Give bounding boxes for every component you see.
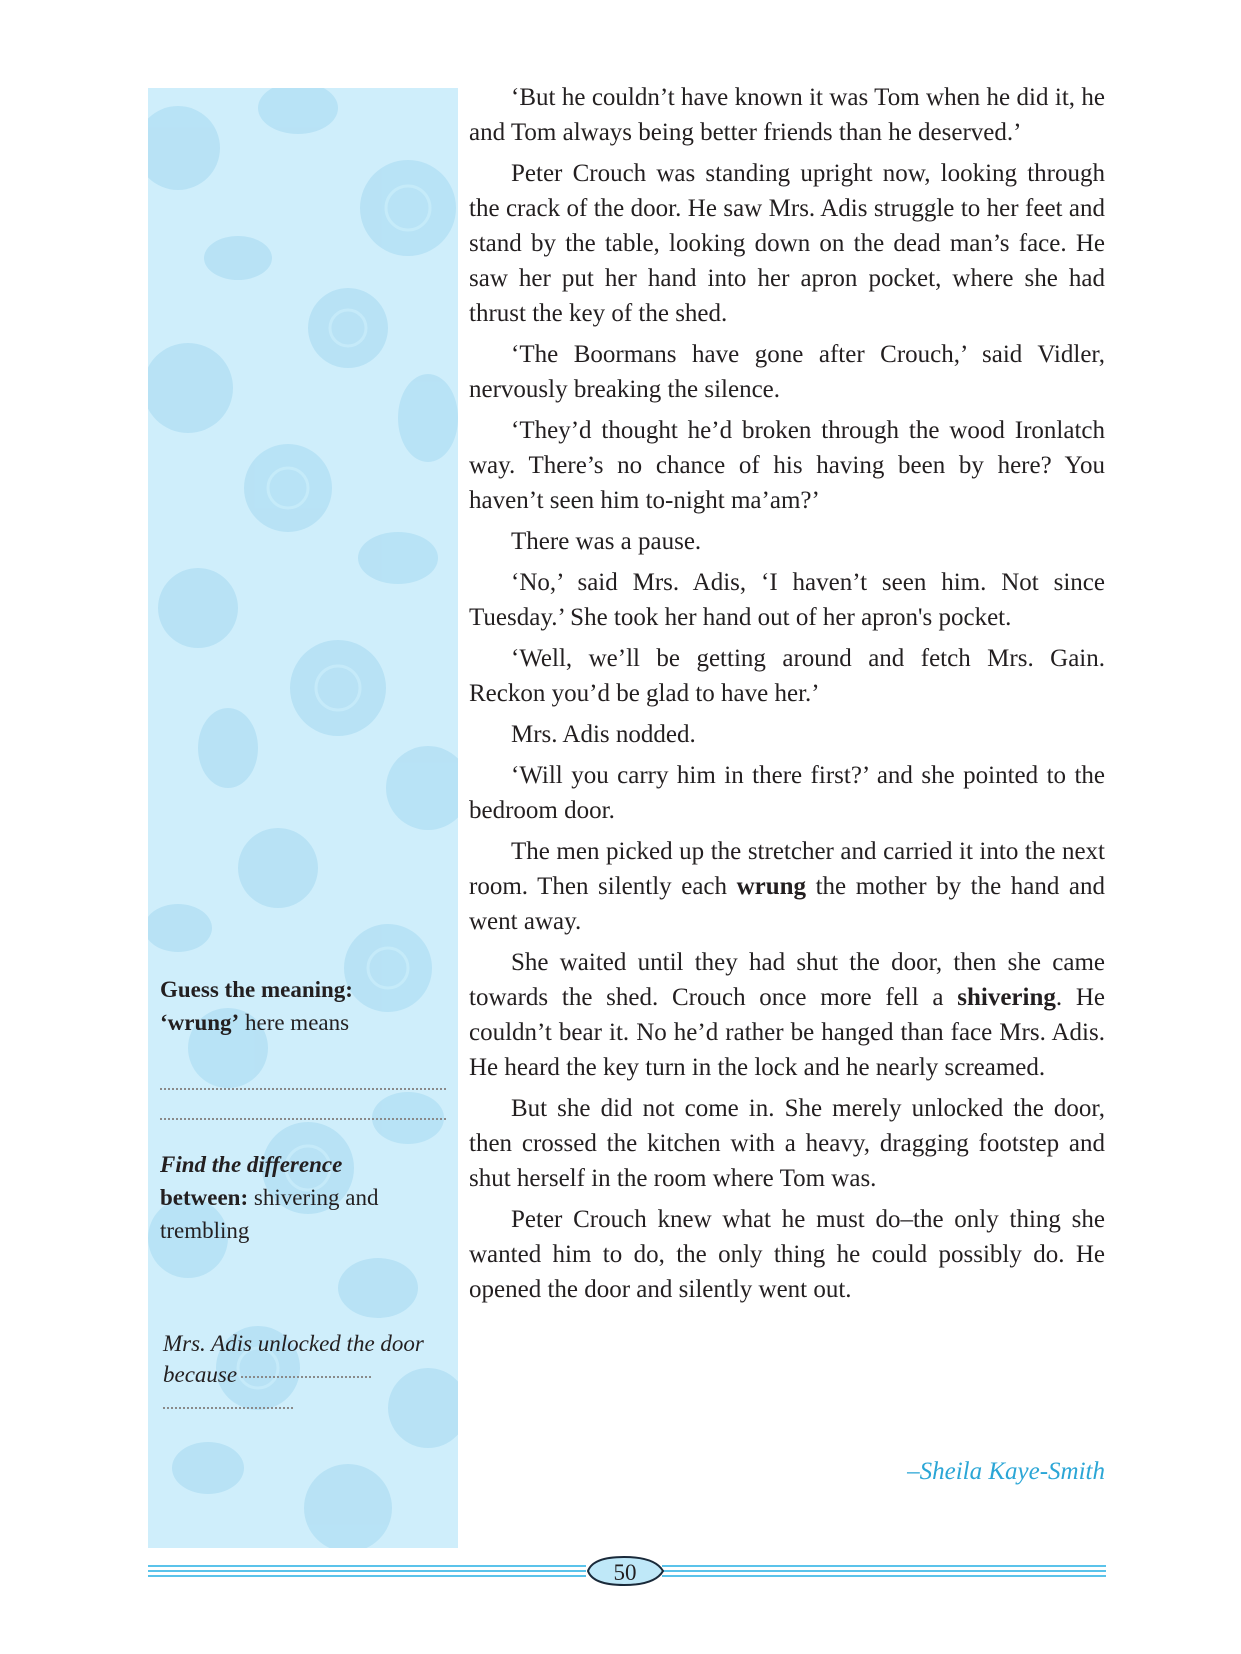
paragraph: ‘No,’ said Mrs. Adis, ‘I haven’t seen him. Not since Tuesday.’ She took her hand out of her apron's pocket. xyxy=(469,569,1105,631)
find-difference-rest: shivering and trembling xyxy=(160,1185,379,1243)
find-difference-note xyxy=(160,1148,452,1247)
find-difference-bold: between: xyxy=(160,1185,249,1210)
paragraph: Mrs. Adis nodded. xyxy=(511,721,696,748)
paragraph: There was a pause. xyxy=(511,528,702,555)
paragraph: ‘They’d thought he’d broken through the wood Ironlatch way. There’s no chance of his having been by here? You haven’t seen him to-night ma’am?’ xyxy=(469,417,1105,514)
bold-word-wrung: wrung xyxy=(736,873,807,900)
paragraph-text: the mother by the hand and went away. xyxy=(469,873,1105,935)
paragraph: ‘Will you carry him in there first?’ and she pointed to the bedroom door. xyxy=(469,762,1105,824)
page-number: 50 xyxy=(613,1560,637,1585)
paragraph: Peter Crouch knew what he must do–the only thing she wanted him to do, the only thing he could possibly do. He opened the door and silently went out. xyxy=(469,1206,1105,1303)
answer-line-1 xyxy=(160,1088,446,1090)
paragraph-text: . He couldn’t bear it. No he’d rather be hanged than face Mrs. Adis. He heard the key turn in the lock and he nearly screamed. xyxy=(469,984,1105,1081)
paragraph xyxy=(469,834,1105,939)
paragraph: Peter Crouch was standing upright now, looking through the crack of the door. He saw Mrs. Adis struggle to her feet and stand by the table, looking down on the dead man’s face. He saw her put her hand into her apron pocket, where she had thrust the key of the shed. xyxy=(469,160,1105,327)
unlock-question-text: Mrs. Adis unlocked the door because xyxy=(163,1331,424,1387)
paragraph-text: She waited until they had shut the door, then she came towards the shed. Crouch once more fell a xyxy=(469,949,1105,1011)
unlock-question-note xyxy=(163,1328,455,1421)
paragraph: ‘But he couldn’t have known it was Tom when he did it, he and Tom always being better friends than he deserved.’ xyxy=(469,84,1105,146)
bold-word-shivering: shivering xyxy=(957,984,1056,1011)
author-credit: –Sheila Kaye-Smith xyxy=(907,1458,1105,1485)
answer-line-2 xyxy=(160,1118,446,1120)
paragraph: ‘The Boormans have gone after Crouch,’ said Vidler, nervously breaking the silence. xyxy=(469,341,1105,403)
guess-meaning-title: Guess the meaning: xyxy=(160,977,353,1002)
paragraph-text: The men picked up the stretcher and carried it into the next room. Then silently each xyxy=(469,838,1105,900)
paragraph xyxy=(469,945,1105,1085)
find-difference-title: Find the difference xyxy=(160,1152,343,1177)
story-text xyxy=(469,80,1105,1313)
answer-line-3 xyxy=(241,1376,371,1378)
sidebar-panel xyxy=(148,88,458,1548)
answer-line-4 xyxy=(163,1407,293,1409)
paragraph: But she did not come in. She merely unlocked the door, then crossed the kitchen with a heavy, dragging footstep and shut herself in the room where Tom was. xyxy=(469,1095,1105,1192)
guess-meaning-word: ‘wrung’ xyxy=(160,1010,240,1035)
guess-meaning-rest: here means xyxy=(239,1010,350,1035)
paragraph: ‘Well, we’ll be getting around and fetch Mrs. Gain. Reckon you’d be glad to have her.’ xyxy=(469,645,1105,707)
guess-meaning-note xyxy=(160,973,452,1039)
